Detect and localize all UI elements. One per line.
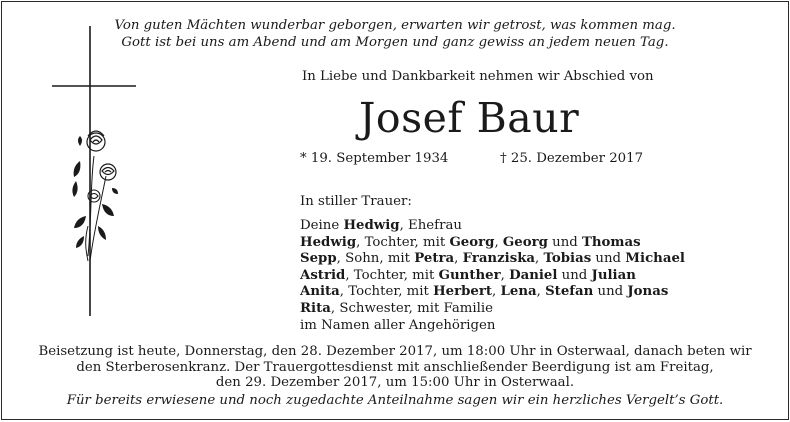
thanks-text: Für bereits erwiesene und noch zugedachte Anteilnahme sagen wir ein herzliches Vergelt’s Gott. bbox=[66, 393, 724, 408]
mourner-text: , Schwester, mit Familie bbox=[330, 300, 494, 316]
mourner-name: Anita bbox=[300, 284, 340, 300]
mourner-name: Thomas bbox=[582, 234, 641, 250]
funeral-line: den 29. Dezember 2017, um 15:00 Uhr in Osterwaal. bbox=[215, 375, 575, 391]
mourner-name: Tobias bbox=[543, 251, 592, 267]
mourner-name: Petra bbox=[414, 251, 455, 267]
mourner-name: Sepp bbox=[300, 251, 337, 267]
mourner-name: Georg bbox=[449, 234, 495, 250]
mourner-name: Daniel bbox=[509, 267, 558, 283]
mourner-text: und bbox=[591, 251, 626, 267]
funeral-info bbox=[2, 344, 788, 391]
mourner-name: Hedwig bbox=[343, 218, 400, 233]
mourner-name: Gunther bbox=[438, 267, 501, 283]
poem-line: Von guten Mächten wunderbar geborgen, erwarten wir getrost, was kommen mag. bbox=[114, 18, 676, 33]
mourner-name: Georg bbox=[502, 234, 548, 250]
mourner-text: , bbox=[494, 234, 503, 250]
mourners-list bbox=[300, 218, 685, 334]
mourner-text: und bbox=[593, 284, 628, 300]
mourner-name: Astrid bbox=[300, 267, 346, 283]
mourner-line bbox=[300, 284, 685, 301]
mourner-name: Jonas bbox=[627, 284, 669, 300]
obituary-notice bbox=[1, 1, 789, 420]
mourner-text: Deine bbox=[300, 218, 344, 233]
mourner-line bbox=[300, 301, 685, 318]
mourner-text: und bbox=[547, 234, 582, 250]
mourner-text: , Tochter, mit bbox=[356, 234, 450, 250]
mourner-text: und bbox=[557, 267, 592, 283]
mourner-name: Michael bbox=[625, 251, 685, 267]
mourning-heading: In stiller Trauer: bbox=[300, 194, 412, 209]
mourner-text: , bbox=[454, 251, 463, 267]
mourner-name: Franziska bbox=[462, 251, 536, 267]
mourner-text: , bbox=[536, 284, 546, 300]
mourner-name: Stefan bbox=[545, 284, 594, 300]
mourner-name: Julian bbox=[591, 267, 636, 283]
intro-text: In Liebe und Dankbarkeit nehmen wir Abschied von bbox=[302, 69, 654, 84]
mourner-line bbox=[300, 218, 685, 235]
mourner-text: , Sohn, mit bbox=[336, 251, 415, 267]
mourner-name: Lena bbox=[500, 284, 537, 300]
funeral-line: den Sterberosenkranz. Der Trauergottesdienst mit anschließender Beerdigung ist am Freitag, bbox=[76, 359, 714, 375]
mourner-name: Herbert bbox=[433, 284, 493, 300]
mourner-line bbox=[300, 268, 685, 285]
mourner-text: , bbox=[535, 251, 544, 267]
mourner-text: , bbox=[492, 284, 501, 300]
mourner-text: , Tochter, mit bbox=[339, 284, 434, 300]
mourner-text: , Ehefrau bbox=[399, 218, 462, 233]
birth-date: * 19. September 1934 bbox=[300, 151, 449, 166]
death-date: † 25. Dezember 2017 bbox=[500, 151, 644, 166]
mourner-text: im Namen aller Angehörigen bbox=[300, 317, 496, 333]
mourner-line bbox=[300, 318, 685, 335]
mourner-line bbox=[300, 235, 685, 252]
mourner-text: , Tochter, mit bbox=[345, 267, 439, 283]
poem bbox=[2, 17, 788, 51]
mourner-name: Rita bbox=[300, 300, 331, 316]
deceased-name: Josef Baur bbox=[359, 94, 580, 142]
funeral-line: Beisetzung ist heute, Donnerstag, den 28. Dezember 2017, um 18:00 Uhr in Osterwaal, danach beten wir bbox=[38, 344, 752, 359]
mourner-line bbox=[300, 251, 685, 268]
poem-line: Gott ist bei uns am Abend und am Morgen und ganz gewiss an jedem neuen Tag. bbox=[121, 35, 669, 50]
mourner-text: , bbox=[500, 267, 510, 283]
cross-with-roses-icon bbox=[50, 26, 140, 326]
mourner-name: Hedwig bbox=[300, 234, 357, 250]
